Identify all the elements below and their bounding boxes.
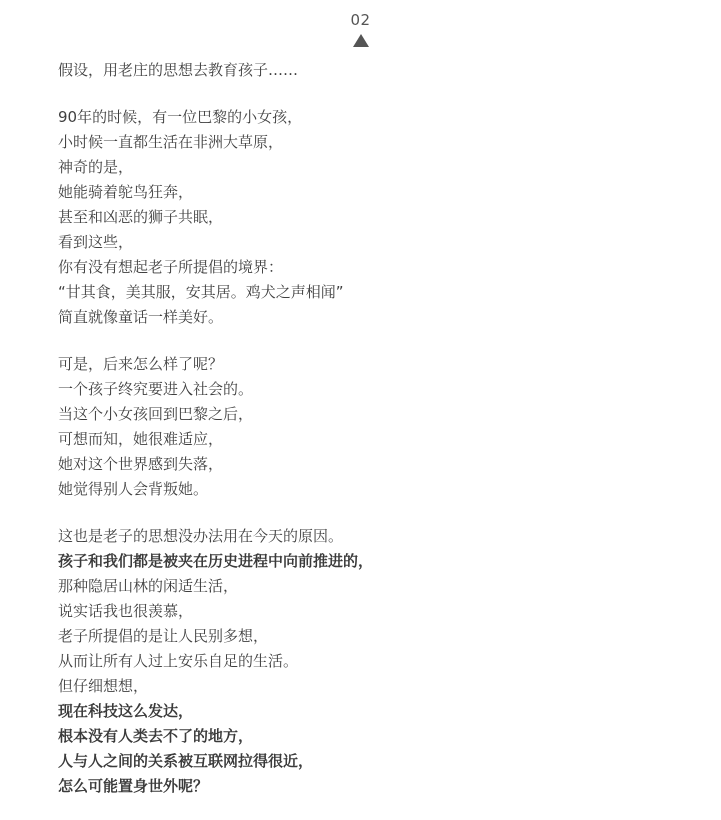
triangle-up-icon [353,34,369,47]
text-line: 老子所提倡的是让人民别多想， [58,627,269,645]
text-line: 但仔细想想， [58,677,149,695]
section-header [0,10,721,47]
text-line: 神奇的是， [58,158,134,176]
text-line: 简直就像童话一样美好。 [58,308,224,326]
text-line: 小时候一直都生活在非洲大草原， [58,133,284,151]
text-line: 一个孩子终究要进入社会的。 [58,380,254,398]
text-line: 这也是老子的思想没办法用在今天的原因。 [58,527,344,545]
paragraph-2 [58,352,678,502]
text-line: 从而让所有人过上安乐自足的生活。 [58,652,299,670]
text-line: 90年的时候，有一位巴黎的小女孩， [58,108,303,126]
paragraph-gap [58,330,678,352]
bold-text-line: 现在科技这么发达， [58,702,194,720]
quote-line: “甘其食，美其服，安其居。鸡犬之声相闻” [58,283,344,301]
paragraph-1 [58,105,678,330]
text-line: 她对这个世界感到失落， [58,455,224,473]
article-body [58,58,678,799]
text-line: 看到这些， [58,233,134,251]
bold-text-line: 根本没有人类去不了的地方， [58,727,254,745]
text-line: 当这个小女孩回到巴黎之后， [58,405,254,423]
text-line: 那种隐居山林的闲适生活， [58,577,239,595]
section-number: 02 [350,11,371,29]
text-line: 她能骑着鸵鸟狂奔， [58,183,194,201]
paragraph-gap [58,83,678,105]
paragraph-gap [58,502,678,524]
bold-text-line: 怎么可能置身世外呢？ [58,777,209,795]
text-line: 说实话我也很羡慕， [58,602,194,620]
text-line: 她觉得别人会背叛她。 [58,480,209,498]
text-line: 可是，后来怎么样了呢？ [58,355,224,373]
text-line: 你有没有想起老子所提倡的境界： [58,258,284,276]
paragraph-3 [58,524,678,799]
text-line: 甚至和凶恶的狮子共眠， [58,208,224,226]
bold-text-line: 人与人之间的关系被互联网拉得很近， [58,752,314,770]
bold-text-line: 孩子和我们都是被夹在历史进程中向前推进的， [58,552,374,570]
text-line: 可想而知，她很难适应， [58,430,224,448]
intro-line: 假设，用老庄的思想去教育孩子…… [58,61,299,79]
